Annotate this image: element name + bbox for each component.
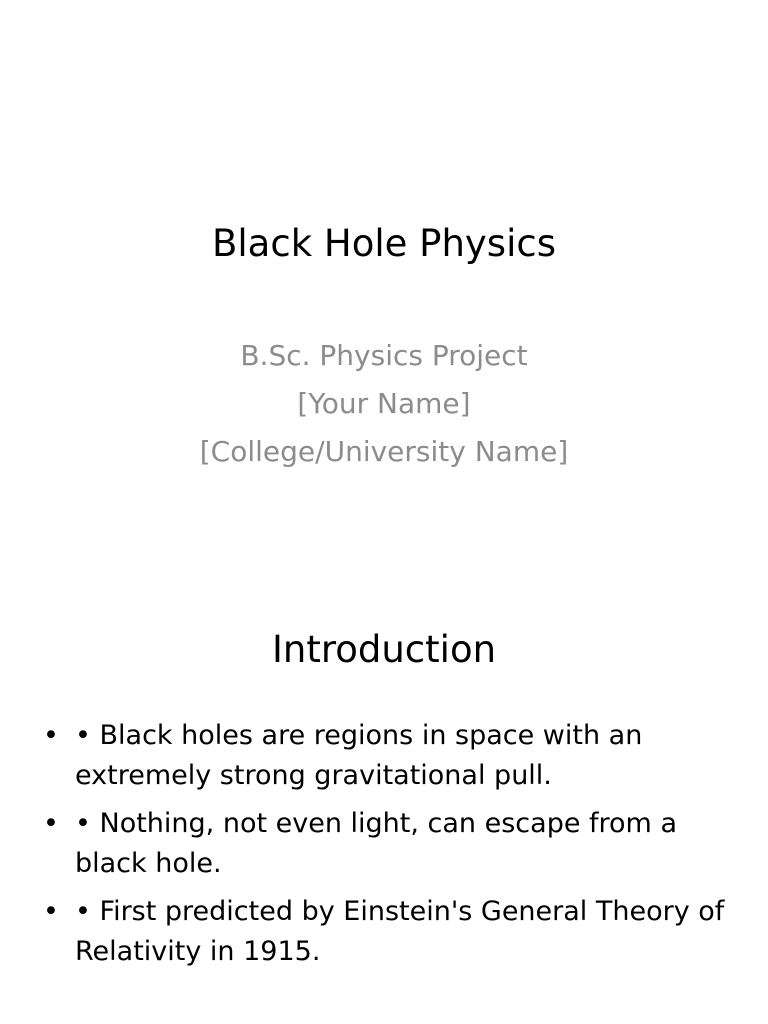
subtitle-line-project: B.Sc. Physics Project [240, 339, 528, 372]
bullet-text: • Nothing, not even light, can escape from a black hole. [75, 808, 677, 879]
subtitle-line-college: [College/University Name] [199, 435, 569, 468]
bullet-text: • First predicted by Einstein's General Theory of Relativity in 1915. [75, 896, 725, 967]
slide-subtitle [0, 332, 768, 476]
subtitle-line-name: [Your Name] [297, 387, 471, 420]
list-item [38, 804, 728, 884]
slide-title: Introduction [271, 628, 497, 671]
introduction-slide [0, 512, 768, 1024]
bullet-marker: • [43, 720, 59, 751]
bullet-marker: • [43, 808, 59, 839]
list-item [38, 892, 728, 972]
slide-title: Black Hole Physics [212, 222, 556, 265]
bullet-text: • Black holes are regions in space with an extremely strong gravitational pull. [75, 720, 643, 791]
list-item [38, 716, 728, 796]
bullet-list [38, 716, 728, 980]
bullet-marker: • [43, 896, 59, 927]
